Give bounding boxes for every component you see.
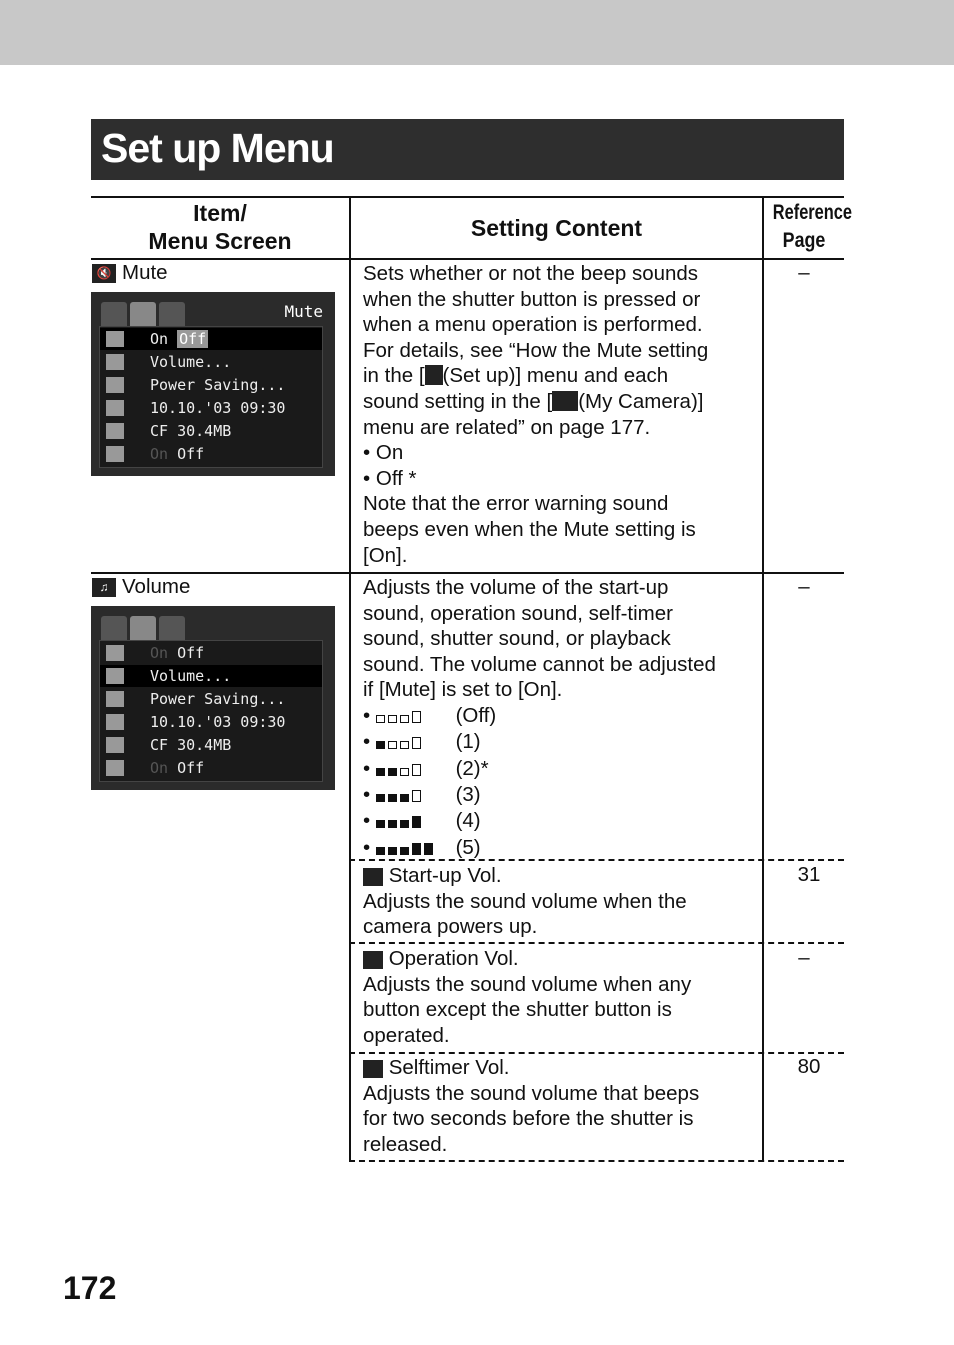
volume-description <box>363 575 758 861</box>
format-icon <box>106 737 124 753</box>
volume-level-3: • (3) <box>363 782 758 808</box>
page-title: Set up Menu <box>101 125 334 171</box>
screen-value: 10.10.'03 09:30 <box>150 399 286 417</box>
startup-vol-desc: camera powers up. <box>363 915 538 939</box>
operation-vol-desc: operated. <box>363 1023 450 1047</box>
level-bars-icon <box>376 730 450 756</box>
volume-line: Adjusts the volume of the start-up <box>363 576 669 599</box>
subrow-divider <box>349 942 844 944</box>
row-divider <box>91 572 844 574</box>
header-ref-line1: Reference <box>772 201 853 224</box>
selftimer-vol-icon <box>363 1060 383 1078</box>
screen-value-dim: On <box>150 644 169 662</box>
screen-menu-panel <box>99 326 323 468</box>
level-label: (2)* <box>455 756 489 780</box>
screen-value: Power Saving... <box>150 376 286 394</box>
mute-menu-screen <box>91 292 335 476</box>
operation-vol-ref: – <box>798 946 810 969</box>
screen-row-mute <box>100 328 322 350</box>
selftimer-vol-desc: released. <box>363 1132 448 1156</box>
operation-vol-block <box>363 946 758 1048</box>
screen-row-format <box>100 420 322 442</box>
mute-line: [On]. <box>363 543 408 567</box>
volume-icon <box>106 354 124 370</box>
startup-vol-desc: Adjusts the sound volume when the <box>363 889 687 913</box>
power-saving-icon <box>106 377 124 393</box>
mute-description <box>363 261 758 568</box>
page-number: 172 <box>63 1270 117 1306</box>
screen-value: Volume... <box>150 667 232 685</box>
camera-tab-icon <box>101 302 127 326</box>
volume-level-2: • (2)* <box>363 756 758 782</box>
mute-option-off: • Off * <box>363 466 417 490</box>
screen-row-date <box>100 397 322 419</box>
volume-icon: ♫ <box>92 578 116 597</box>
selftimer-vol-ref: 80 <box>797 1055 821 1078</box>
volume-icon <box>106 668 124 684</box>
mute-line: Sets whether or not the beep sounds <box>363 262 699 285</box>
mute-label-text: Mute <box>122 261 168 284</box>
screen-row-fileno <box>100 443 322 465</box>
screen-row-volume <box>100 351 322 373</box>
operation-vol-label: Operation Vol. <box>388 947 519 970</box>
volume-line: sound. The volume cannot be adjusted <box>363 652 716 676</box>
volume-level-4: • (4) <box>363 808 758 834</box>
screen-value-selected: Off <box>179 330 207 348</box>
level-label: (Off) <box>455 703 497 727</box>
screen-menu-panel <box>99 640 323 782</box>
volume-label-text: Volume <box>122 575 191 598</box>
section-title-bar <box>91 119 844 180</box>
level-bars-icon <box>376 836 450 862</box>
mute-line: menu are related” on page 177. <box>363 415 651 439</box>
subrow-divider <box>349 1052 844 1054</box>
format-icon <box>106 423 124 439</box>
mute-ref: – <box>798 261 810 284</box>
level-label: (5) <box>455 835 481 859</box>
screen-row-volume <box>100 665 322 687</box>
column-divider <box>762 196 764 1162</box>
screen-row-fileno <box>100 757 322 779</box>
mute-icon <box>106 331 124 347</box>
mute-line: (Set up)] menu and each <box>442 364 669 388</box>
mute-item-label <box>92 261 168 285</box>
volume-menu-screen <box>91 606 335 790</box>
level-label: (3) <box>455 783 481 807</box>
mute-line: sound setting in the [ <box>363 389 553 413</box>
volume-line: sound, shutter sound, or playback <box>363 627 671 651</box>
screen-row-power <box>100 688 322 710</box>
screen-value-dim: On <box>150 445 169 463</box>
operation-vol-desc: button except the shutter button is <box>363 998 672 1022</box>
column-divider <box>349 196 351 1162</box>
operation-vol-icon <box>363 951 383 969</box>
camera-tab-icon <box>101 616 127 640</box>
mute-line: when a menu operation is performed. <box>363 313 703 337</box>
mycamera-icon <box>552 391 578 411</box>
mycamera-tab-icon <box>159 302 185 326</box>
volume-level-5: • (5) <box>363 835 758 861</box>
screen-value: 10.10.'03 09:30 <box>150 713 286 731</box>
level-bars-icon <box>376 704 450 730</box>
header-ref-line2: Page <box>782 229 826 252</box>
screen-row-power <box>100 374 322 396</box>
header-item <box>91 199 349 255</box>
setup-tab-icon <box>130 302 156 326</box>
startup-vol-label: Start-up Vol. <box>388 864 502 887</box>
screen-tabs <box>101 616 185 640</box>
volume-ref: – <box>798 575 810 598</box>
mycamera-tab-icon <box>159 616 185 640</box>
selftimer-vol-block <box>363 1055 758 1157</box>
operation-vol-desc: Adjusts the sound volume when any <box>363 972 692 996</box>
screen-row-format <box>100 734 322 756</box>
mute-line: (My Camera)] <box>578 389 704 413</box>
screen-value: CF 30.4MB <box>150 422 232 440</box>
clock-icon <box>106 714 124 730</box>
mute-option-on: • On <box>363 441 404 465</box>
mute-line: when the shutter button is pressed or <box>363 287 701 311</box>
level-bars-icon <box>376 757 450 783</box>
selftimer-vol-desc: for two seconds before the shutter is <box>363 1107 694 1131</box>
screen-value: Off <box>177 644 205 662</box>
screen-title: Mute <box>284 302 323 321</box>
setup-icon <box>425 365 443 385</box>
subrow-divider <box>349 1160 844 1162</box>
power-saving-icon <box>106 691 124 707</box>
screen-tabs <box>101 302 185 326</box>
screen-value: Volume... <box>150 353 232 371</box>
header-reference <box>764 199 853 255</box>
mute-icon <box>106 645 124 661</box>
startup-vol-block <box>363 863 758 940</box>
level-label: (4) <box>455 809 481 833</box>
level-bars-icon <box>376 809 450 835</box>
mute-line: Note that the error warning sound <box>363 492 669 516</box>
top-gray-band <box>0 0 954 65</box>
startup-vol-ref: 31 <box>797 863 821 886</box>
mute-line: beeps even when the Mute setting is <box>363 517 696 541</box>
screen-value: CF 30.4MB <box>150 736 232 754</box>
header-bottom-border <box>91 258 844 260</box>
setup-tab-icon <box>130 616 156 640</box>
volume-line: sound, operation sound, self-timer <box>363 601 673 625</box>
volume-item-label <box>92 575 190 599</box>
file-number-icon <box>106 446 124 462</box>
mute-line: in the [ <box>363 364 425 388</box>
volume-level-1: • (1) <box>363 729 758 755</box>
startup-vol-icon <box>363 868 383 886</box>
mute-line: For details, see “How the Mute setting <box>363 338 709 362</box>
screen-value-dim: On <box>150 759 169 777</box>
screen-value: Off <box>177 759 205 777</box>
screen-row-mute <box>100 642 322 664</box>
header-item-line1: Item/ <box>193 200 247 226</box>
volume-line: if [Mute] is set to [On]. <box>363 678 563 702</box>
header-content: Setting Content <box>470 215 643 241</box>
level-label: (1) <box>455 730 481 754</box>
screen-value: Off <box>177 445 205 463</box>
table-top-border <box>91 196 844 198</box>
selftimer-vol-desc: Adjusts the sound volume that beeps <box>363 1081 700 1105</box>
volume-level-0: • (Off) <box>363 703 758 729</box>
mute-icon: 🔇 <box>92 264 116 283</box>
selftimer-vol-label: Selftimer Vol. <box>388 1056 510 1079</box>
screen-value: On <box>150 330 169 348</box>
screen-row-date <box>100 711 322 733</box>
file-number-icon <box>106 760 124 776</box>
header-item-line2: Menu Screen <box>148 228 292 254</box>
screen-value: Power Saving... <box>150 690 286 708</box>
clock-icon <box>106 400 124 416</box>
level-bars-icon <box>376 783 450 809</box>
